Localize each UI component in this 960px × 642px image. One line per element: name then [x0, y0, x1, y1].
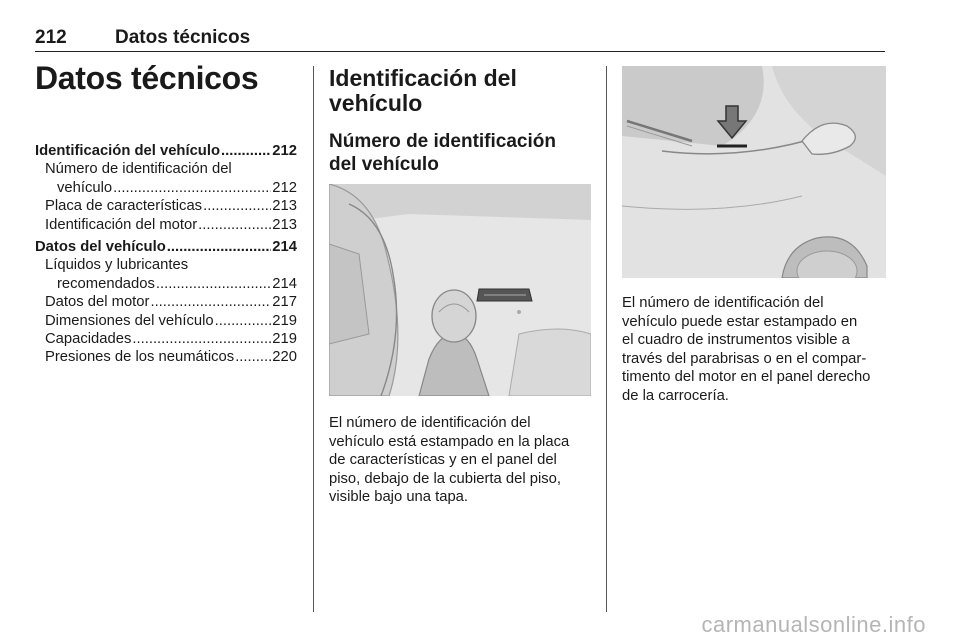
toc-entry[interactable]: Líquidos y lubricantes recomendados ..... 214: [35, 256, 297, 293]
windshield-paragraph: El número de identificación del vehículo puede estar estampado en el cuadro de instrumentos visible a través del parabrisas o en el compar- timento del motor en el panel derecho de la carrocería.: [622, 295, 871, 404]
watermark: carmanualsonline.info: [701, 612, 926, 637]
floor-vin-illustration: [329, 184, 591, 396]
page-number: 212: [35, 27, 67, 48]
windshield-column: [622, 66, 886, 405]
vin-paragraph: El número de identificación del vehículo está estampado en la placa de características y en el panel del piso, debajo de la cubierta del piso, visible bajo una tapa.: [329, 415, 570, 505]
vin-column: [329, 66, 591, 507]
toc-entry[interactable]: Identificación del motor ..... 213: [35, 216, 297, 234]
toc-entry[interactable]: Número de identificación del vehículo ..... 212: [35, 160, 297, 197]
car-front-drawing: [622, 66, 886, 278]
toc-entry[interactable]: Dimensiones del vehículo ..... 219: [35, 312, 297, 330]
table-of-contents: [35, 142, 297, 367]
toc-entry[interactable]: Placa de características ..... 213: [35, 197, 297, 215]
windshield-vin-illustration: [622, 66, 886, 278]
toc-entry[interactable]: Capacidades ..... 219: [35, 330, 297, 348]
gear-lever-drawing: [329, 184, 591, 396]
toc-entry[interactable]: Datos del vehículo ..... 214: [35, 238, 297, 256]
toc-entry[interactable]: Identificación del vehículo ..... 212: [35, 142, 297, 160]
page-header: [35, 27, 885, 52]
toc-entry[interactable]: Presiones de los neumáticos ..... 220: [35, 348, 297, 366]
column-divider-1: [313, 66, 314, 612]
subsection-heading: Número de identificación del vehículo: [329, 131, 556, 175]
column-divider-2: [606, 66, 607, 612]
section-heading: Identificación del vehículo: [329, 65, 517, 116]
toc-column: [35, 60, 297, 371]
chapter-title: Datos técnicos: [35, 60, 259, 96]
toc-entry[interactable]: Datos del motor ..... 217: [35, 293, 297, 311]
section-title: Datos técnicos: [115, 27, 251, 48]
